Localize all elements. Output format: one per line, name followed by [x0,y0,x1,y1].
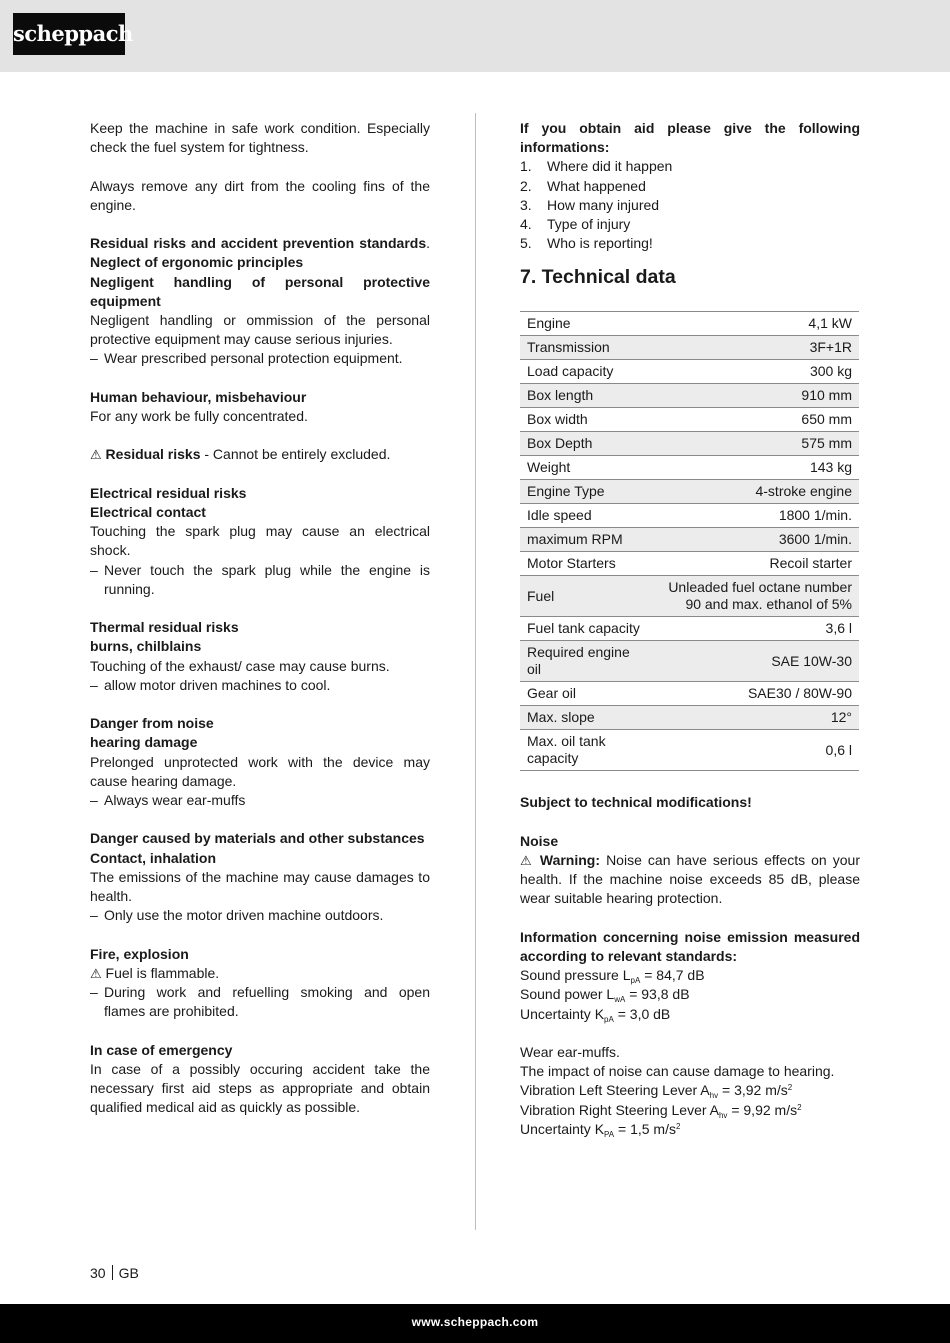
page-number: 30 GB [90,1265,139,1281]
table-value: 575 mm [651,432,859,456]
table-row [520,456,859,480]
page-header [0,0,950,72]
residual-risks-line: ⚠ Residual risks - Cannot be entirely excluded. [90,446,391,463]
table-value: 4-stroke engine [651,480,859,504]
left-column [90,119,430,1117]
warning-triangle-icon: ⚠ [90,965,102,981]
table-row [520,360,859,384]
page-footer [0,1304,950,1343]
warning-triangle-icon: ⚠ [520,853,534,869]
warning-paragraph: ⚠ Warning: Noise can have serious effects on your health. If the machine noise exceeds 85 dB, please wear suitable hearing protection. [520,852,860,907]
table-key: Load capacity [520,360,651,384]
table-row [520,336,859,360]
table-value: 3600 1/min. [651,528,859,552]
heading: Information concerning noise emission measured according to relevant standards: [520,928,860,965]
dash-item: – Only use the motor driven machine outdoors. [90,907,384,924]
heading: In case of emergency [90,1041,233,1058]
heading: Thermal residual risks [90,619,239,636]
list-item: 4. Type of injury [520,216,631,233]
table-row [520,504,859,528]
table-value: 650 mm [651,408,859,432]
table-row [520,312,859,336]
table-key: maximum RPM [520,528,651,552]
heading: hearing damage [90,734,198,751]
table-key: Engine [520,312,651,336]
subject-note: Subject to technical modifications! [520,794,752,811]
paragraph: In case of a possibly occuring accident take the necessary first aid steps as appropriate and obtain qualified medical aid as quickly as possible. [90,1060,430,1116]
uncertainty: Uncertainty $K_{pA} = 3,0$ dB [520,1005,671,1024]
table-key: Fuel tank capacity [520,617,651,641]
column-divider [475,113,476,1230]
table-value: 3,6 l [651,617,859,641]
table-row [520,528,859,552]
vibration-right: Vibration Right Steering Lever $A_{hv} = 9,92$ $m/s^2$ [520,1101,802,1120]
table-row [520,706,859,730]
dash-item: – During work and refuelling smoking and open flames are prohibited. [90,984,430,1020]
dash-item: – Never touch the spark plug while the engine is running. [90,561,430,597]
table-row [520,730,859,771]
table-row [520,480,859,504]
fire-line: ⚠ Fuel is flammable. [90,964,220,981]
table-row [520,617,859,641]
table-value: 910 mm [651,384,859,408]
vibration-left: Vibration Left Steering Lever $A_{hv} = 3,92$ $m/s^2$ [520,1082,793,1101]
heading: burns, chilblains [90,638,202,655]
table-row [520,408,859,432]
heading: If you obtain aid please give the following informations: [520,120,860,156]
paragraph: Always remove any dirt from the cooling fins of the engine. [90,177,430,213]
heading: Contact, inhalation [90,849,216,866]
paragraph: The emissions of the machine may cause damages to health. [90,868,430,904]
table-value: SAE30 / 80W-90 [651,682,859,706]
table-row [520,552,859,576]
dash-item: – allow motor driven machines to cool. [90,676,331,693]
paragraph: Wear ear-muffs. [520,1044,620,1061]
list-item: 1. Where did it happen [520,158,673,175]
table-key: Gear oil [520,682,651,706]
list-item: 2. What happened [520,177,646,194]
paragraph: For any work be fully concentrated. [90,408,308,424]
table-key: Weight [520,456,651,480]
paragraph: Touching the spark plug may cause an electrical shock. [90,523,430,559]
table-key: Box length [520,384,651,408]
table-row [520,641,859,682]
paragraph: Prelonged unprotected work with the device may cause hearing damage. [90,753,430,789]
technical-data-table [520,311,859,771]
sound-pressure: Sound pressure $L_{pA} = 84,7$ dB [520,967,705,986]
residual-heading: Residual risks and accident prevention standards. Neglect of ergonomic principles [90,235,430,271]
heading: Electrical contact [90,503,206,520]
uncertainty-vibration: Uncertainty $K_{PA} = 1,5$ $m/s^2$ [520,1120,681,1139]
scheppach-logo: scheppach [13,13,125,55]
table-row [520,682,859,706]
table-key: Engine Type [520,480,651,504]
heading: Human behaviour, misbehaviour [90,388,307,405]
table-key: Fuel [520,576,651,617]
table-value: 1800 1/min. [651,504,859,528]
footer-link[interactable]: www.scheppach.com [411,1315,539,1329]
list-item: 5. Who is reporting! [520,235,653,252]
dash-item: – Always wear ear-muffs [90,792,246,808]
table-key: Max. oil tank capacity [520,730,651,771]
table-value: Unleaded fuel octane number 90 and max. ethanol of 5% [651,576,859,617]
table-value: 12° [651,706,859,730]
table-key: Required engine oil [520,641,651,682]
table-value: 300 kg [651,360,859,384]
table-value: 143 kg [651,456,859,480]
right-column [520,119,860,1139]
aid-list [520,157,860,253]
heading: Danger caused by materials and other substances [90,830,425,847]
heading: Negligent handling of personal protective equipment [90,273,430,309]
paragraph: Touching of the exhaust/ case may cause burns. [90,657,390,674]
warning-triangle-icon: ⚠ [90,447,102,463]
table-key: Box width [520,408,651,432]
paragraph: Negligent handling or ommission of the personal protective equipment may cause serious injuries. [90,312,430,348]
table-value: Recoil starter [651,552,859,576]
table-row [520,384,859,408]
paragraph: Keep the machine in safe work condition. Especially check the fuel system for tightness. [90,120,430,156]
list-item: 3. How many injured [520,196,660,213]
table-row [520,432,859,456]
heading: Danger from noise [90,715,214,732]
table-key: Idle speed [520,504,651,528]
table-row [520,576,859,617]
table-key: Motor Starters [520,552,651,576]
sound-power: Sound power $L_{wA} = 93,8$ dB [520,986,690,1005]
section-title: 7. Technical data [520,266,676,289]
table-value: 3F+1R [651,336,859,360]
dash-item: – Wear prescribed personal protection equipment. [90,350,403,367]
table-key: Max. slope [520,706,651,730]
table-value: 4,1 kW [651,312,859,336]
table-key: Box Depth [520,432,651,456]
table-value: SAE 10W-30 [651,641,859,682]
table-value: 0,6 l [651,730,859,771]
heading: Noise [520,832,559,849]
table-key: Transmission [520,336,651,360]
paragraph: The impact of noise can cause damage to hearing. [520,1063,835,1080]
heading: Electrical residual risks [90,484,247,501]
heading: Fire, explosion [90,945,189,962]
